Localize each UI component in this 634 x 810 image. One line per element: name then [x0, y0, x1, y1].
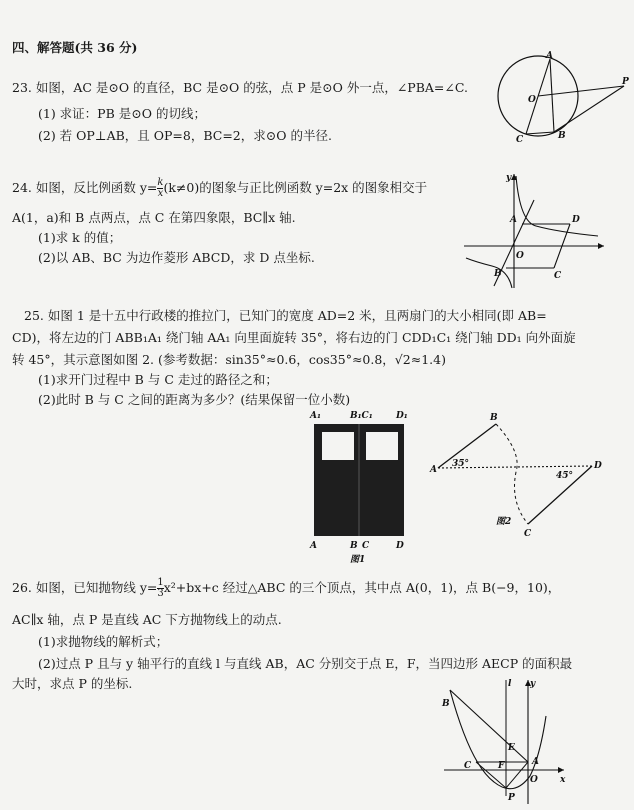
q24-frac-num: k	[157, 177, 164, 188]
q26-figure	[436, 676, 572, 806]
q24-part2: (2)以 AB、BC 为边作菱形 ABCD，求 D 点坐标.	[38, 250, 315, 265]
q23-label-p: P	[622, 77, 629, 87]
fig1-bottom-a: A	[310, 541, 317, 551]
q25-line1: 25. 如图 1 是十五中行政楼的推拉门，已知门的宽度 AD=2 米，且两扇门的大小相同(即 AB=	[24, 308, 547, 323]
fig1-bottom-b: B	[350, 541, 358, 551]
q25-figure-1	[308, 408, 412, 566]
fig2-caption: 图2	[496, 517, 512, 527]
q26-label-a: A	[532, 757, 539, 767]
section-title: 四、解答题(共 36 分)	[12, 40, 138, 55]
q25-part2: (2)此时 B 与 C 之间的距离为多少？(结果保留一位小数)	[38, 392, 351, 407]
q23-label-b: B	[558, 131, 566, 141]
fig2-label-a: A	[430, 465, 437, 475]
q26-label-e: E	[508, 743, 515, 753]
q23-label-o: O	[528, 95, 536, 105]
q26-stem-a: 26. 如图，已知抛物线 y=	[12, 580, 158, 595]
q24-label-y: y	[506, 173, 512, 183]
q26-frac-num: 1	[157, 577, 164, 588]
q26-label-l: l	[508, 679, 512, 689]
q24-part1: (1)求 k 的值；	[38, 230, 122, 245]
q26-frac-den: 3	[157, 588, 164, 599]
q24-label-d: D	[572, 215, 580, 225]
q26-part2b: 大时，求点 P 的坐标.	[12, 676, 133, 691]
fig2-label-d: D	[594, 461, 602, 471]
q25-line2: CD)，将左边的门 ABB₁A₁ 绕门轴 AA₁ 向里面旋转 35°，将右边的门 CDD₁C₁ 绕门轴 DD₁ 向外面旋	[12, 330, 576, 345]
fig2-angle-45: 45°	[556, 471, 574, 481]
q25-figure-2	[424, 406, 610, 546]
q24-label-b: B	[494, 269, 502, 279]
q23-label-a: A	[546, 51, 553, 61]
q26-stem	[12, 578, 560, 599]
fig2-label-b: B	[490, 413, 498, 423]
q26-label-b: B	[442, 699, 450, 709]
q24-label-a: A	[510, 215, 517, 225]
q26-part1: (1)求抛物线的解析式；	[38, 634, 169, 649]
q23-label-c: C	[516, 135, 524, 145]
q24-label-c: C	[554, 271, 562, 281]
q23-part1: (1) 求证：PB 是⊙O 的切线；	[38, 106, 206, 121]
q26-label-o: O	[530, 775, 538, 785]
fig1-top-a1: A₁	[310, 411, 321, 421]
fig1-top-b1c1: B₁C₁	[350, 411, 373, 421]
q26-stem-b: x²+bx+c 经过△ABC 的三个顶点，其中点 A(0，1)，点 B(−9，10)，	[163, 580, 561, 595]
fig2-angle-35: 35°	[452, 459, 470, 469]
fig1-top-d1: D₁	[396, 411, 408, 421]
q26-label-c: C	[464, 761, 472, 771]
q26-label-f: F	[498, 761, 505, 771]
q26-label-y: y	[530, 679, 536, 689]
q24-stem-a: 24. 如图，反比例函数 y=	[12, 180, 158, 195]
q26-label-x: x	[560, 775, 566, 785]
q24-stem	[12, 178, 427, 199]
q23-figure	[492, 50, 632, 150]
q23-stem: 23. 如图，AC 是⊙O 的直径，BC 是⊙O 的弦，点 P 是⊙O 外一点，∠PBA=∠C.	[12, 80, 468, 95]
q25-part1: (1)求开门过程中 B 与 C 走过的路径之和；	[38, 372, 278, 387]
fig1-caption: 图1	[350, 555, 366, 565]
q24-frac-den: x	[157, 188, 164, 199]
q24-stem-b: (k≠0)的图象与正比例函数 y=2x 的图象相交于	[163, 180, 428, 195]
fig2-label-c: C	[524, 529, 532, 539]
q24-label-o: O	[516, 251, 524, 261]
q26-part2: (2)过点 P 且与 y 轴平行的直线 l 与直线 AB，AC 分别交于点 E，F，当四边形 AECP 的面积最	[38, 656, 573, 671]
q26-label-p: P	[508, 793, 515, 803]
q24-stem2: A(1，a)和 B 点两点，点 C 在第四象限，BC∥x 轴.	[12, 210, 296, 225]
q25-line3: 转 45°，其示意图如图 2. (参考数据：sin35°≈0.6，cos35°≈0.8，√2≈1.4)	[12, 352, 446, 367]
q23-part2: (2) 若 OP⊥AB，且 OP=8，BC=2，求⊙O 的半径.	[38, 128, 332, 143]
fig1-bottom-d: D	[396, 541, 404, 551]
q26-stem2: AC∥x 轴，点 P 是直线 AC 下方抛物线上的动点.	[12, 612, 282, 627]
q24-figure	[458, 170, 608, 292]
fig1-bottom-c: C	[362, 541, 370, 551]
